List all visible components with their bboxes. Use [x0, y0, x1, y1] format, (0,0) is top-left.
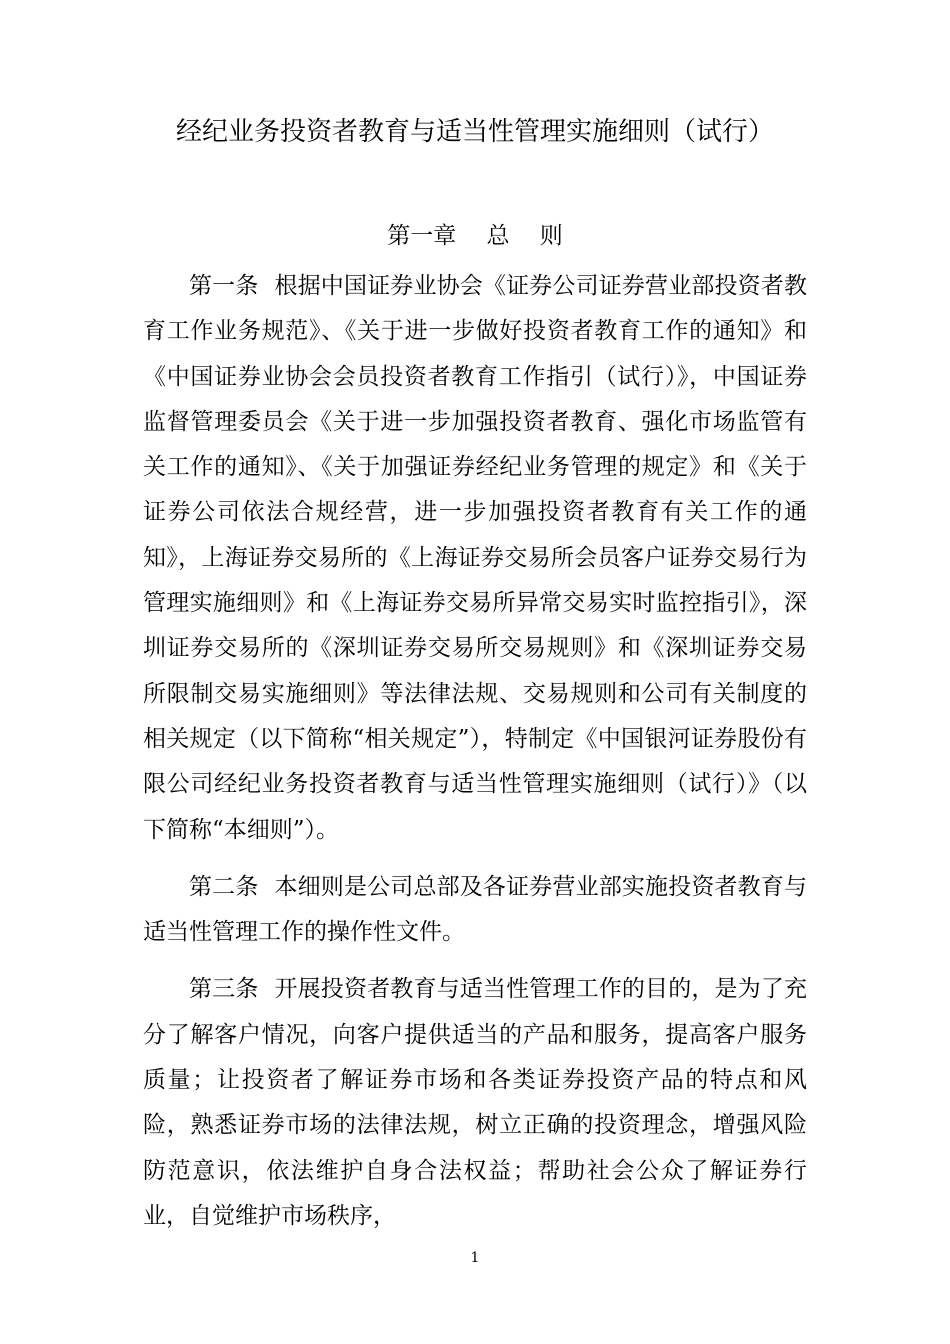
article-text: 根据中国证券业协会《证券公司证券营业部投资者教育工作业务规范》、《关于进一步做好投资者教育工作的通知》和《中国证券业协会会员投资者教育工作指引（试行）》，中国证券监督管理委员会《关于进一步加强投资者教育、强化市场监管有关工作的通知》、《关于加强证券经纪业务管理的规定》和《关于证券公司依法合规经营，进一步加强投资者教育有关工作的通知》，上海证券交易所的《上海证券交易所会员客户证券交易行为管理实施细则》和《上海证券交易所异常交易实时监控指引》，深圳证券交易所的《深圳证券交易所交易规则》和《深圳证券交易所限制交易实施细则》等法律法规、交易规则和公司有关制度的相关规定（以下简称“相关规定”），特制定《中国银河证券股份有限公司经纪业务投资者教育与适当性管理实施细则（试行）》（以下简称“本细则”）。 — [143, 273, 808, 843]
chapter-title: 第一章 总 则 — [387, 223, 563, 249]
article-number: 第一条 — [189, 273, 259, 299]
document-title: 经纪业务投资者教育与适当性管理实施细则（试行） — [175, 117, 774, 147]
document-body — [143, 264, 807, 1239]
article-text: 本细则是公司总部及各证券营业部实施投资者教育与适当性管理工作的操作性文件。 — [143, 873, 808, 946]
article-text: 开展投资者教育与适当性管理工作的目的，是为了充分了解客户情况，向客户提供适当的产品和服务，提高客户服务质量；让投资者了解证券市场和各类证券投资产品的特点和风险，熟悉证券市场的法律法规，树立正确的投资理念，增强风险防范意识，依法维护自身合法权益；帮助社会公众了解证券行业，自觉维护市场秩序， — [143, 976, 808, 1229]
page-number: 1 — [470, 1250, 480, 1266]
article-1 — [143, 264, 807, 853]
article-number: 第二条 — [189, 873, 259, 900]
article-3 — [143, 967, 807, 1239]
article-2 — [143, 865, 807, 956]
article-number: 第三条 — [189, 976, 259, 1003]
